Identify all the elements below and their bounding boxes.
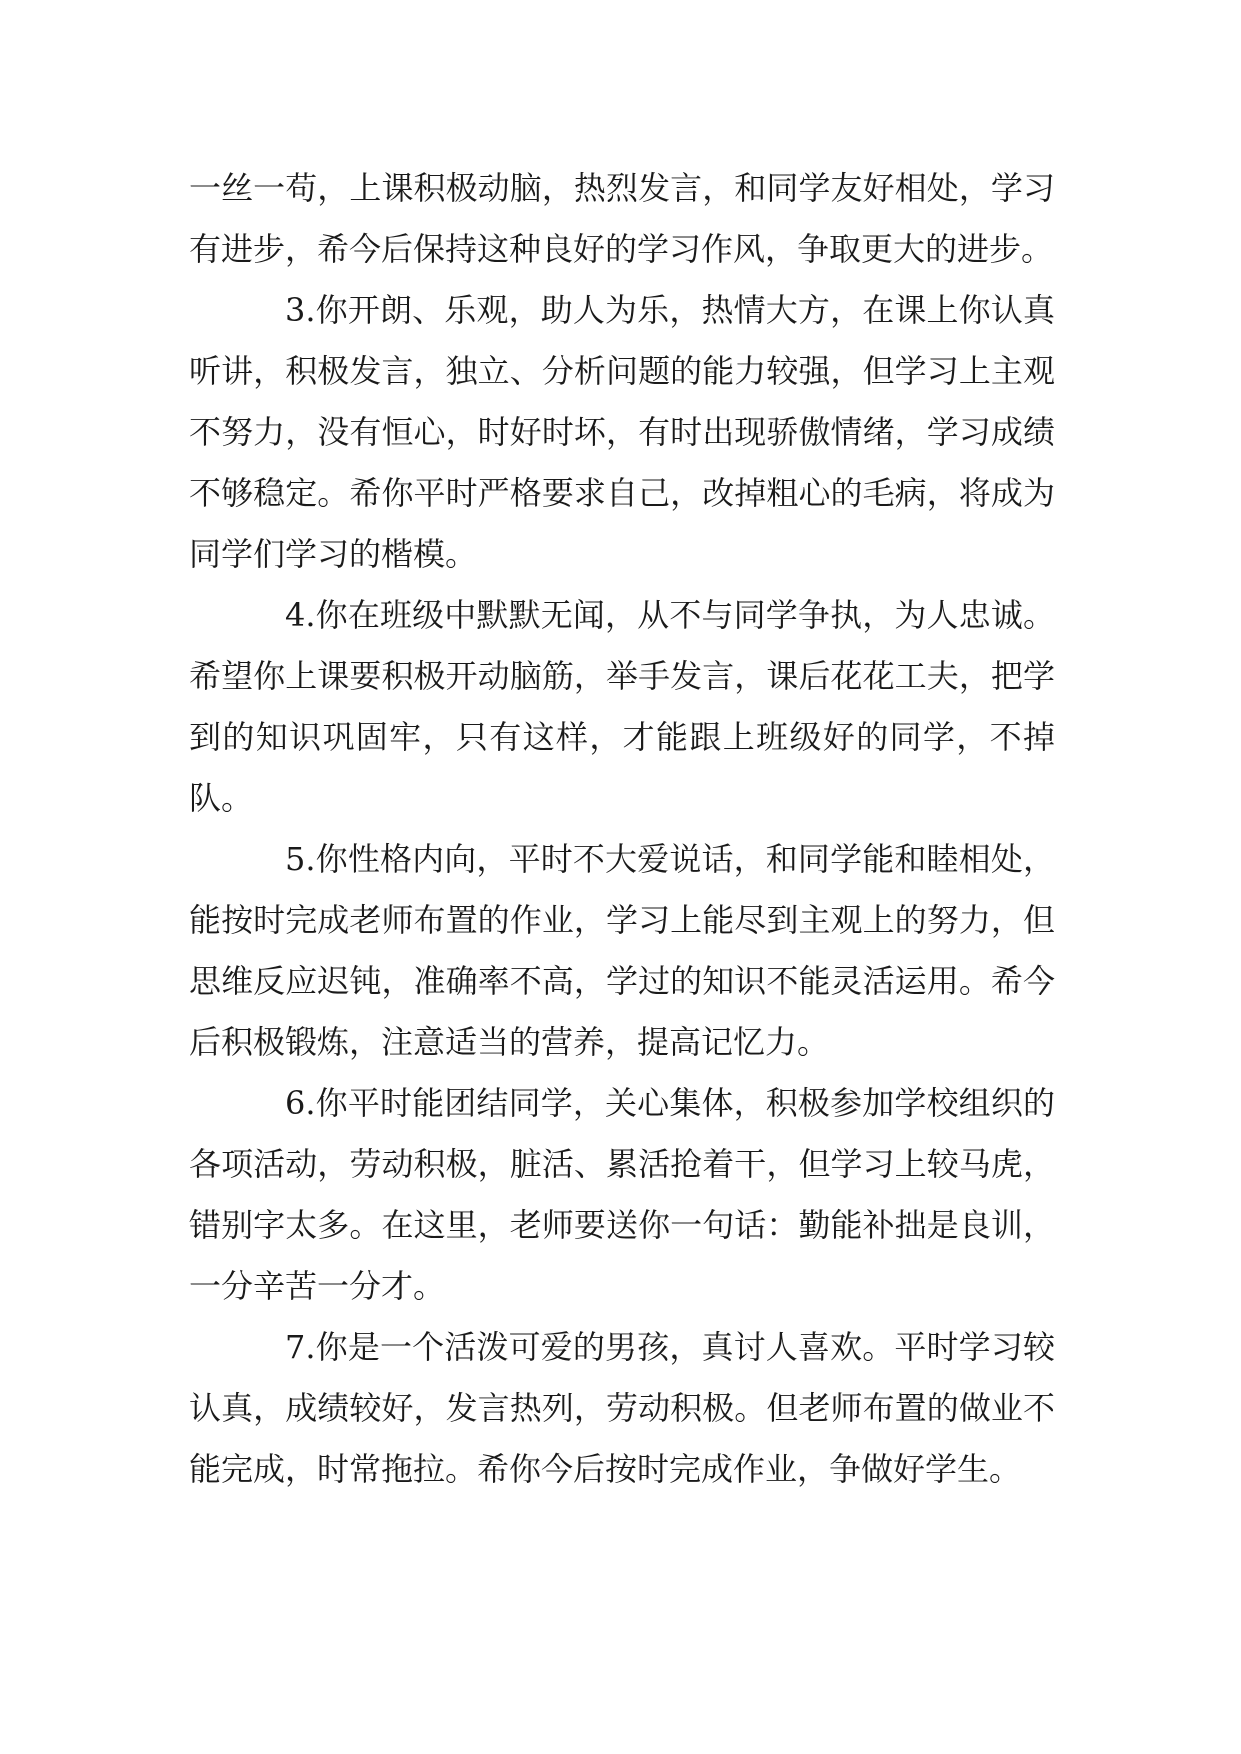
paragraph-comment-3: 3.你开朗、乐观，助人为乐，热情大方，在课上你认真听讲，积极发言，独立、分析问题的能力较强，但学习上主观不努力，没有恒心，时好时坏，有时出现骄傲情绪，学习成绩不够稳定。希你平时严格要求自己，改掉粗心的毛病，将成为同学们学习的楷模。 [189, 291, 1055, 573]
paragraph-continuation: 一丝一苟，上课积极动脑，热烈发言，和同学友好相处，学习有进步，希今后保持这种良好的学习作风，争取更大的进步。 [189, 169, 1055, 268]
document-body [189, 158, 1055, 1500]
paragraph-comment-4: 4.你在班级中默默无闻，从不与同学争执，为人忠诚。希望你上课要积极开动脑筋，举手发言，课后花花工夫，把学到的知识巩固牢，只有这样，才能跟上班级好的同学，不掉队。 [189, 596, 1055, 817]
paragraph-comment-6: 6.你平时能团结同学，关心集体，积极参加学校组织的各项活动，劳动积极，脏活、累活抢着干，但学习上较马虎，错别字太多。在这里，老师要送你一句话：勤能补拙是良训，一分辛苦一分才。 [189, 1084, 1055, 1305]
paragraph-comment-7: 7.你是一个活泼可爱的男孩，真讨人喜欢。平时学习较认真，成绩较好，发言热列，劳动积极。但老师布置的做业不能完成，时常拖拉。希你今后按时完成作业，争做好学生。 [189, 1328, 1055, 1488]
paragraph-comment-5: 5.你性格内向，平时不大爱说话，和同学能和睦相处，能按时完成老师布置的作业，学习上能尽到主观上的努力，但思维反应迟钝，准确率不高，学过的知识不能灵活运用。希今后积极锻炼，注意适当的营养，提高记忆力。 [189, 840, 1055, 1061]
